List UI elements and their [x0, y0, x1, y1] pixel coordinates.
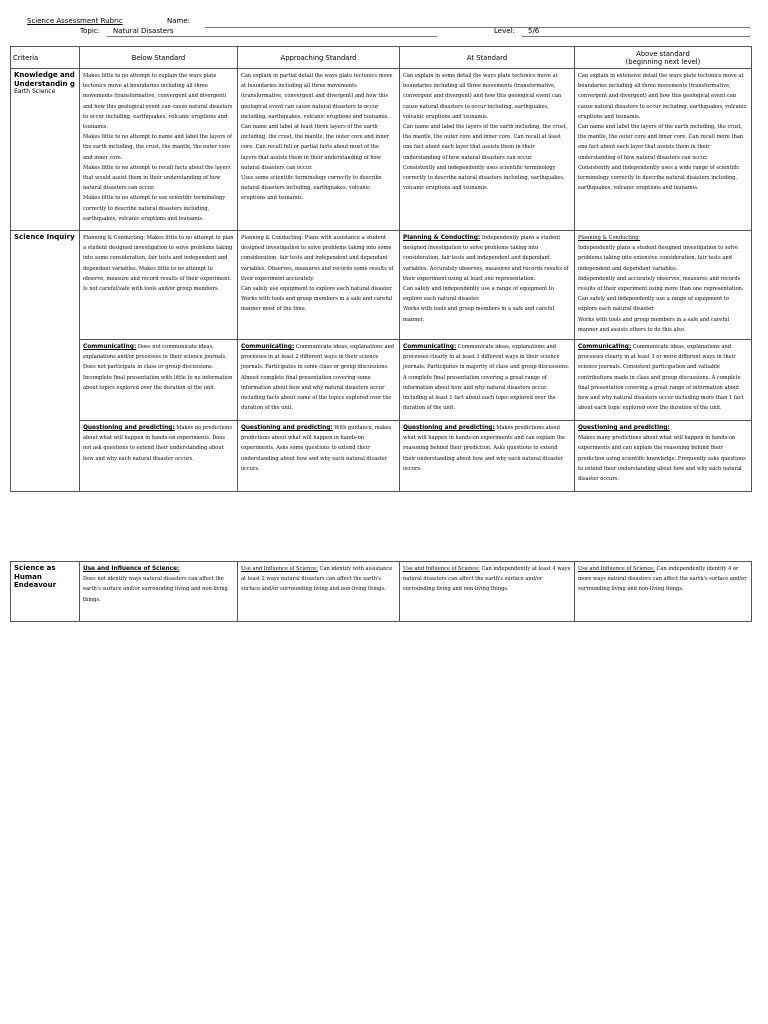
rubric-text: Can explain in some detail the ways plate tectonics move at boundaries including all three movements (transformative, convergent and divergent) and how this geological event can cause natural disasters to occur including, earthquakes, volcanic eruptions and tsunamis.	[403, 73, 562, 120]
rubric-text: Makes predictions about what will happen in hands-on experiments and can explain the reasoning behind their prediction. Asks questions to extend their understanding about how and why each natural disaster occurs.	[403, 425, 565, 472]
col-at-standard: At Standard	[400, 47, 575, 69]
rubric-text: Works with tools and group members in a safe and careful manner.	[403, 306, 555, 323]
rubric-text: Can safely and independently use a range of equipment to explore each natural disaster.	[403, 286, 554, 303]
rubric-text: Makes little to no attempt to name and label the layers of the earth including, the crust, the mantle, the outer core and inner core.	[83, 134, 232, 161]
section-label: Questioning and predicting:	[578, 425, 670, 431]
criteria-human-title: Science as Human Endeavour	[14, 564, 57, 590]
communicating-above	[575, 340, 752, 421]
human-approaching	[238, 562, 400, 622]
rubric-text: Uses some scientific terminology correctly to describe natural disasters including, earthquakes, volcanic eruptions and tsunamis.	[241, 175, 382, 202]
questioning-below	[80, 421, 238, 492]
section-label: Questioning and predicting:	[83, 425, 175, 431]
rubric-text: Can name and label the layers of the earth including, the crust, the mantle, the outer core and inner core. Can recall more than one fact about each layer that assists them in their understanding of how natural disasters can occur.	[578, 124, 744, 161]
communicating-approaching	[238, 340, 400, 421]
rubric-text: Communicate ideas, explanations and processes clearly in at least 3 different ways in their science journals. Participates in majority of class and group discussions. A complete final presentation covering a great range of information about how and why natural disasters occur including at least 1 fact about each topic explored over the duration of the unit.	[403, 344, 570, 412]
rubric-text: Can explain in partial detail the ways plate tectonics move at boundaries including all three movements (transformative, convergent and divergent) and how this geological event can cause natural disasters to occur including, earthquakes, volcanic eruptions and tsunamis.	[241, 73, 393, 120]
rubric-text: Makes no predictions about what will happen in hands-on experiments. Does not ask questions to extend their understanding about how and why each natural disaster occurs.	[83, 425, 232, 462]
rubric-text: Does not identify ways natural disasters can affect the earth's surface and/or surrounding living and non-living things.	[83, 576, 228, 603]
section-label: Communicating:	[241, 344, 295, 350]
rubric-text: Does not communicate ideas, explanations and/or processes in their science journals. Does not participate in class or group discussions. Incomplete final presentation with little to no information about topics explored over the duration of the unit.	[83, 344, 233, 391]
level-value: 5/6	[528, 27, 540, 35]
rubric-text: Can independently at least 4 ways natural disasters can affect the earth's surface and/or surrounding living and non-living things.	[403, 566, 571, 593]
col-above-standard	[575, 47, 752, 69]
level-field-line	[522, 36, 750, 37]
rubric-text: Can name and label at least three layers of the earth including, the crust, the mantle, the outer core and inner core. Can recall full or partial facts about most of the layers that assists them in their understanding of how natural disasters can occur.	[241, 124, 390, 171]
section-label: Communicating:	[578, 344, 632, 350]
rubric-text: Works with tools and group members in a safe and careful manner most of the time.	[241, 296, 393, 313]
communicating-at	[400, 340, 575, 421]
section-label: Planning & Conducting:	[403, 235, 481, 241]
criteria-human	[11, 562, 80, 622]
human-below	[80, 562, 238, 622]
criteria-knowledge-title: Knowledge and Understandin g	[14, 71, 75, 88]
col-below-standard: Below Standard	[80, 47, 238, 69]
rubric-title: Science Assessment Rubric	[27, 17, 123, 25]
knowledge-at	[400, 69, 575, 231]
section-label: Questioning and predicting:	[241, 425, 333, 431]
questioning-approaching	[238, 421, 400, 492]
criteria-knowledge	[11, 69, 80, 231]
human-row	[11, 562, 752, 622]
rubric-text: Makes little to no attempt to recall facts about the layers that would assist them in their understanding of how natural disasters can occur.	[83, 164, 231, 192]
knowledge-row	[11, 69, 752, 231]
header-row	[11, 47, 752, 69]
rubric-text: Independently and accurately observes, measures and records results of their experiment using more than one representation.	[578, 275, 744, 293]
rubric-text: Can safely use equipment to explore each natural disaster.	[241, 286, 393, 293]
rubric-table	[10, 46, 752, 492]
rubric-text: Communicate ideas, explanations and processes clearly in at least 3 or more different ways in their science journals. Consistent participation and valuable contributions made in class and group discussions. A complete final presentation covering a great range of information about how and why natural disasters occur including more than 1 fact about each topic explored over the duration of the unit.	[578, 344, 744, 412]
questioning-at	[400, 421, 575, 492]
name-label: Name:	[167, 17, 191, 25]
human-at	[400, 562, 575, 622]
topic-field-line	[107, 36, 437, 37]
planning-below	[80, 231, 238, 340]
section-label: Use and Influence of Science:	[578, 566, 655, 572]
rubric-text: Can identify with assistance at least 2 ways natural disasters can affect the earth's surface and/or surrounding living and non-living things.	[241, 566, 393, 593]
criteria-inquiry	[11, 231, 80, 492]
rubric-text: Consistently and independently uses scientific terminology correctly to describe natural disasters including, earthquakes, volcanic eruptions and tsunamis.	[403, 164, 565, 192]
planning-at	[400, 231, 575, 340]
col-above-subtitle: (beginning next level)	[625, 57, 701, 66]
section-label: Communicating:	[83, 344, 137, 350]
rubric-text: Can name and label the layers of the earth including, the crust, the mantle, the outer core and inner core. Can recall at least one fact about each layer that assists them in their understanding of how natural disasters can occur.	[403, 124, 568, 161]
section-label: Planning & Conducting:	[578, 235, 641, 241]
section-label: Questioning and predicting:	[403, 425, 495, 431]
rubric-text: Can explain in extensive detail the ways plate tectonics move at boundaries including all three movements (transformative, convergent and divergent) and how this geological event can cause natural disasters to occur including, earthquakes, volcanic eruptions and tsunamis.	[578, 73, 747, 120]
rubric-text: Planning & Conducting: Plans with assistance a student designed investigation to solve problems taking into some consideration, fair tests and independent and dependant variables. Observes, measures and records some results of their experiment accurately.	[241, 235, 394, 282]
rubric-text: Makes little to no attempt to explain the ways plate tectonics move at boundaries including all three movements (transformative, convergent and divergent) and how this geological event can cause natural disasters to occur including, earthquakes, volcanic eruptions and tsunamis.	[83, 73, 233, 131]
inquiry-communicating-row	[11, 340, 752, 421]
col-criteria: Criteria	[11, 47, 80, 69]
level-label: Level:	[494, 27, 515, 35]
human-above	[575, 562, 752, 622]
rubric-text: Can safely and independently use a range of equipment to explore each natural disaster.	[578, 296, 729, 313]
rubric-text: Consistently and independently uses a wide range of scientific terminology correctly to describe natural disasters including, earthquakes, volcanic eruptions and tsunamis.	[578, 164, 740, 192]
rubric-text: Makes little to no attempt to use scientific terminology correctly to describe natural disasters including, earthquakes, volcanic eruptions and tsunamis.	[83, 195, 226, 222]
inquiry-planning-row	[11, 231, 752, 340]
section-label: Use and Influence of Science:	[83, 566, 180, 572]
questioning-above	[575, 421, 752, 492]
topic-value: Natural Disasters	[113, 27, 174, 35]
rubric-text: Is not careful/safe with tools and/or group members.	[83, 286, 220, 293]
rubric-text: Can independently identify 4 or more ways natural disasters can affect the earth's surface and/or surrounding living and non-living things.	[578, 566, 747, 593]
planning-approaching	[238, 231, 400, 340]
rubric-text: Communicate ideas, explanations and processes in at least 2 different ways in their science journals. Participates in some class or group discussions. Almost complete final presentation covering some information about how and why natural disasters occur including facts about some of the topics explored over the duration of the unit.	[241, 344, 395, 412]
section-label: Communicating:	[403, 344, 457, 350]
inquiry-questioning-row	[11, 421, 752, 492]
criteria-knowledge-subtitle: Earth Science	[14, 88, 56, 96]
rubric-text: With guidance, makes predictions about what will happen in hands-on experiments. Asks some questions to extend their understanding about how and why each natural disaster occurs.	[241, 425, 392, 472]
col-above-title: Above standard	[636, 49, 690, 58]
rubric-text: Independently plans a student designed investigation to solve problems taking into extensive consideration, fair tests and independent and dependant variables.	[578, 245, 739, 272]
col-approaching-standard: Approaching Standard	[238, 47, 400, 69]
rubric-text: Planning & Conducting: Makes little to no attempt to plan a student designed investigation to solve problems taking into some consideration, fair tests and independent and dependant variables. Makes little to no attempt to observe, measure and record results of their experiment.	[83, 235, 234, 282]
knowledge-approaching	[238, 69, 400, 231]
human-endeavour-table	[10, 561, 752, 622]
section-label: Use and Influence of Science:	[241, 566, 318, 572]
name-field-line	[205, 27, 750, 28]
rubric-text: Independently plans a student designed investigation to solve problems taking into consideration, fair tests and independent and dependant variables. Accurately observes, measures and records results of their experiment using at least one representation.	[403, 235, 569, 282]
rubric-text: Works with tools and group members in a safe and careful manner and assists others to do this also.	[578, 316, 730, 333]
knowledge-above	[575, 69, 752, 231]
section-label: Use and Influence of Science:	[403, 566, 480, 572]
planning-above	[575, 231, 752, 340]
knowledge-below	[80, 69, 238, 231]
communicating-below	[80, 340, 238, 421]
rubric-text: Makes many predictions about what will happen in hands-on experiments and can explain the reasoning behind their prediction using scientific knowledge. Frequently asks questions to extend their understanding about how and why each natural disaster occurs.	[578, 435, 746, 483]
topic-label: Topic:	[80, 27, 100, 35]
criteria-inquiry-title: Science Inquiry	[14, 233, 75, 241]
